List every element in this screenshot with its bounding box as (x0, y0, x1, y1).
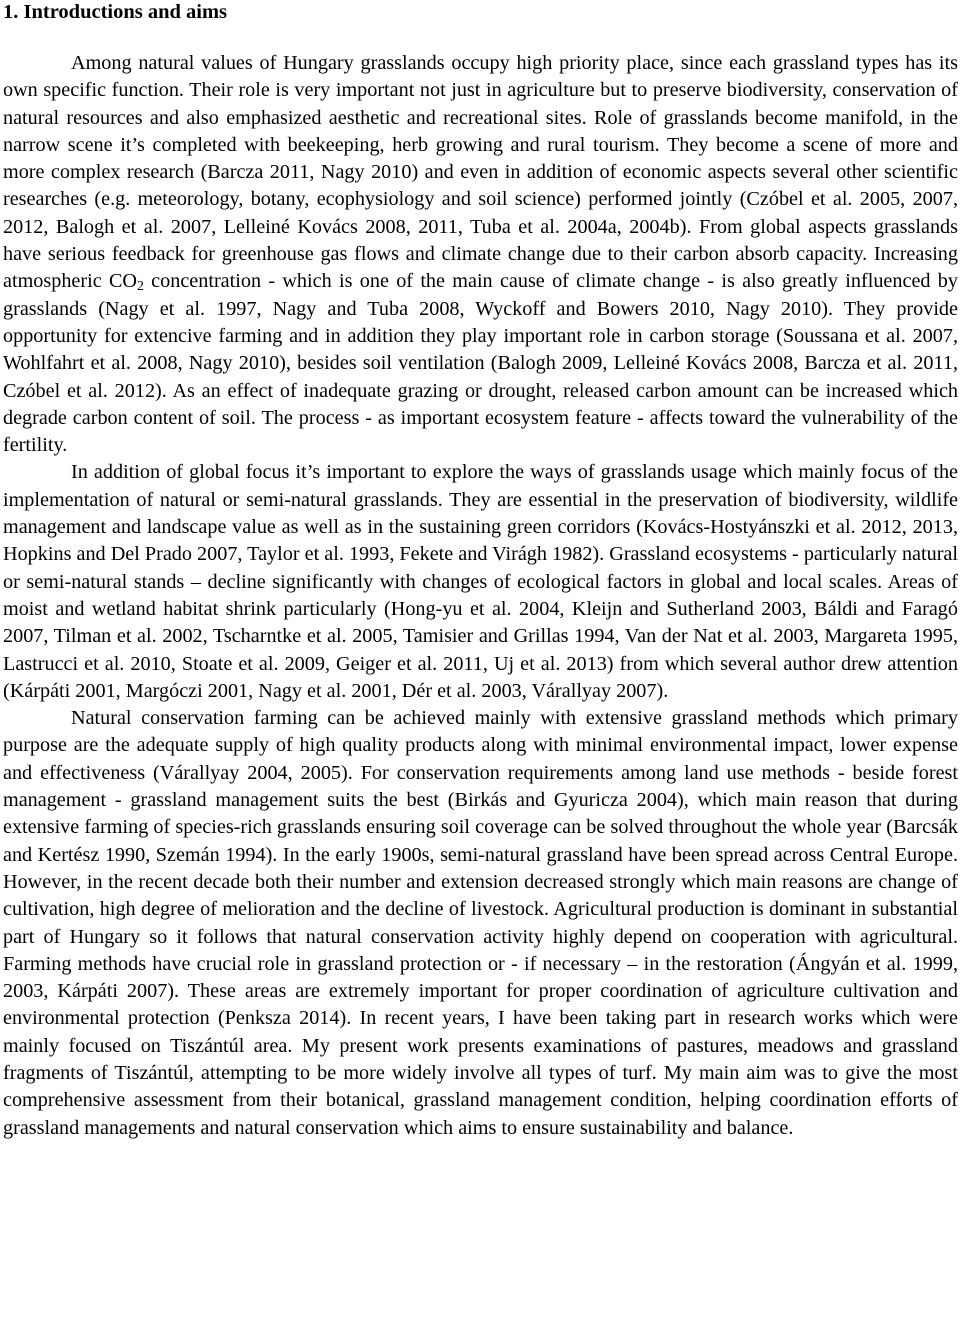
section-heading: 1. Introductions and aims (3, 1, 228, 23)
paragraph-intro-text-part-2: concentration - which is one of the main cause of climate change - is also greatly influenced by grasslands (Nagy et al. 1997, Nagy and Tuba 2008, Wyckoff and Bowers 2010, Nagy 2010). They provide opportunity for extencive farming and in addition they play important role in carbon storage (Soussana et al. 2007, Wohlfahrt et al. 2008, Nagy 2010), besides soil ventilation (Balogh 2009, Lelleiné Kovács 2008, Barcza et al. 2011, Czóbel et al. 2012). As an effect of inadequate grazing or drought, released carbon amount can be increased which degrade carbon content of soil. The process - as important ecosystem feature - affects toward the vulnerability of the fertility. (3, 270, 958, 457)
paragraph-conservation-farming: Natural conservation farming can be achieved mainly with extensive grassland methods which primary purpose are the adequate supply of high quality products along with minimal environmental impact, lower expense and effectiveness (Várallyay 2004, 2005). For conservation requirements among land use methods - beside forest management - grassland management suits the best (Birkás and Gyuricza 2004), which main reason that during extensive farming of species-rich grasslands ensuring soil coverage can be solved throughout the whole year (Barcsák and Kertész 1990, Szemán 1994). In the early 1900s, semi-natural grassland have been spread across Central Europe. However, in the recent decade both their number and extension decreased strongly which main reasons are change of cultivation, high degree of melioration and the decline of livestock. Agricultural production is dominant in substantial part of Hungary so it follows that natural conservation activity highly depend on cooperation with agricultural. Farming methods have crucial role in grassland protection or - if necessary – in the restoration (Ángyán et al. 1999, 2003, Kárpáti 2007). These areas are extremely important for proper coordination of agriculture cultivation and environmental protection (Penksza 2014). In recent years, I have been taking part in research works which were mainly focused on Tiszántúl area. My present work presents examinations of pastures, meadows and grassland fragments of Tiszántúl, attempting to be more widely involve all types of turf. My main aim was to give the most comprehensive assessment from their botanical, grassland management condition, helping coordination efforts of grassland managements and natural conservation which aims to ensure sustainability and balance. (3, 707, 958, 1139)
document-page (3, 0, 958, 1142)
paragraph-intro (3, 50, 958, 459)
co2-subscript: 2 (137, 278, 144, 294)
paragraph-global-focus: In addition of global focus it’s important to explore the ways of grasslands usage which mainly focus of the implementation of natural or semi-natural grasslands. They are essential in the preservation of biodiversity, wildlife management and landscape value as well as in the sustaining green corridors (Kovács-Hostyánszki et al. 2012, 2013, Hopkins and Del Prado 2007, Taylor et al. 1993, Fekete and Virágh 1982). Grassland ecosystems - particularly natural or semi-natural stands – decline significantly with changes of ecological factors in global and local scales. Areas of moist and wetland habitat shrink particularly (Hong-yu et al. 2004, Kleijn and Sutherland 2003, Báldi and Faragó 2007, Tilman et al. 2002, Tscharntke et al. 2005, Tamisier and Grillas 1994, Van der Nat et al. 2003, Margareta 1995, Lastrucci et al. 2010, Stoate et al. 2009, Geiger et al. 2011, Uj et al. 2013) from which several author drew attention (Kárpáti 2001, Margóczi 2001, Nagy et al. 2001, Dér et al. 2003, Várallyay 2007). (3, 461, 958, 702)
paragraph-intro-text-part-1: Among natural values of Hungary grasslands occupy high priority place, since each grassland types has its own specific function. Their role is very important not just in agriculture but to preserve biodiversity, conservation of natural resources and also emphasized aesthetic and recreational sites. Role of grasslands become manifold, in the narrow scene it’s completed with beekeeping, herb growing and rural tourism. They become a scene of more and more complex research (Barcza 2011, Nagy 2010) and even in addition of economic aspects several other scientific researches (e.g. meteorology, botany, ecophysiology and soil science) performed jointly (Czóbel et al. 2005, 2007, 2012, Balogh et al. 2007, Lelleiné Kovács 2008, 2011, Tuba et al. 2004a, 2004b). From global aspects grasslands have serious feedback for greenhouse gas flows and climate change due to their carbon absorb capacity. Increasing atmospheric CO (3, 52, 958, 293)
